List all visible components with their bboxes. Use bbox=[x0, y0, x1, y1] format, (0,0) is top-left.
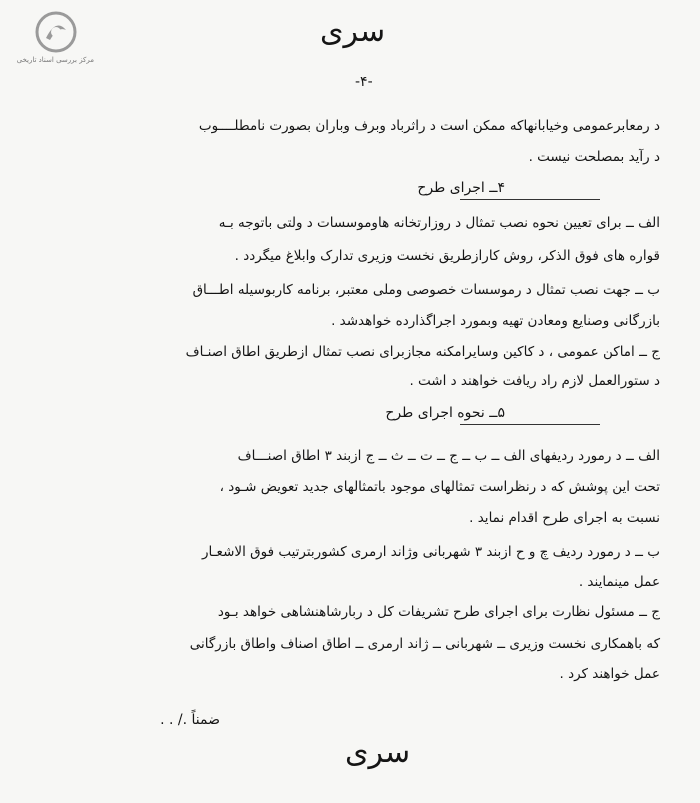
section5-item-c-line-1: ج ــ مسئول نظارت برای اجرای طرح تشریفات کل د ربارشاهنشاهی خواهد بـود bbox=[217, 604, 660, 620]
archive-logo-caption: مرکز بررسی اسناد تاریخی bbox=[16, 56, 94, 64]
section4-item-a-line-1: الف ــ برای تعیین نحوه نصب تمثال د روزارتخانه هاوموسسات د ولتی باتوجه بـه bbox=[218, 215, 660, 231]
section4-item-c-line-2: د ستورالعمل لازم راد ریافت خواهند د اشت . bbox=[409, 373, 660, 389]
section5-item-a-line-2: تحت این پوشش که د رنظراست تمثالهای موجود باتمثالهای جدید تعویض شـود ، bbox=[219, 479, 660, 495]
classification-top: سری bbox=[320, 14, 386, 49]
section5-heading-underline bbox=[460, 424, 600, 425]
section5-item-b-line-1: ب ــ د رمورد ردیف چ و ح ازبند ۳ شهربانی وژاند ارمری کشوربترتیب فوق الاشعـار bbox=[201, 544, 660, 560]
section4-item-c-line-1: ج ــ اماکن عمومی ، د کاکین وسایرامکنه مجازبرای نصب تمثال ازطریق اطاق اصنـاف bbox=[185, 344, 660, 360]
section5-item-c-line-3: عمل خواهند کرد . bbox=[559, 666, 660, 682]
section5-item-a-line-3: نسبت به اجرای طرح اقدام نماید . bbox=[469, 510, 660, 526]
attachment-note: ضمناً ./ . . bbox=[160, 712, 220, 728]
section4-item-b-line-1: ب ــ جهت نصب تمثال د رموسسات خصوصی وملی معتبر، برنامه کاربوسیله اطـــاق bbox=[192, 282, 660, 298]
section5-item-a-line-1: الف ــ د رمورد ردیفهای الف ــ ب ــ ج ــ ت ــ ث ــ ج ازبند ۳ اطاق اصنـــاف bbox=[237, 448, 660, 464]
section5-heading: ۵ــ نحوه اجرای طرح bbox=[385, 405, 505, 421]
intro-line-1: د رمعابرعمومی وخیابانهاکه ممکن است د راثرباد وبرف وباران بصورت نامطلــــوب bbox=[198, 118, 660, 134]
section4-heading: ۴ــ اجرای طرح bbox=[417, 180, 505, 196]
section4-item-a-line-2: قواره های فوق الذکر، روش کارازطریق نخست وزیری تدارک وابلاغ میگردد . bbox=[234, 248, 660, 264]
section5-item-b-line-2: عمل مینمایند . bbox=[578, 574, 660, 590]
section5-item-c-line-2: که باهمکاری نخست وزیری ــ شهربانی ــ ژاند ارمری ــ اطاق اصناف واطاق بازرگانی bbox=[189, 636, 660, 652]
archive-emblem-icon bbox=[34, 10, 78, 54]
archive-logo bbox=[18, 10, 94, 70]
section4-item-b-line-2: بازرگانی وصنایع ومعادن تهیه وبمورد اجراگذارده خواهدشد . bbox=[331, 313, 660, 329]
intro-line-2: د رآید بمصلحت نیست . bbox=[528, 149, 660, 165]
section4-heading-underline bbox=[460, 199, 600, 200]
classification-bottom: سری bbox=[345, 735, 411, 770]
page-number: -۴- bbox=[355, 74, 373, 90]
